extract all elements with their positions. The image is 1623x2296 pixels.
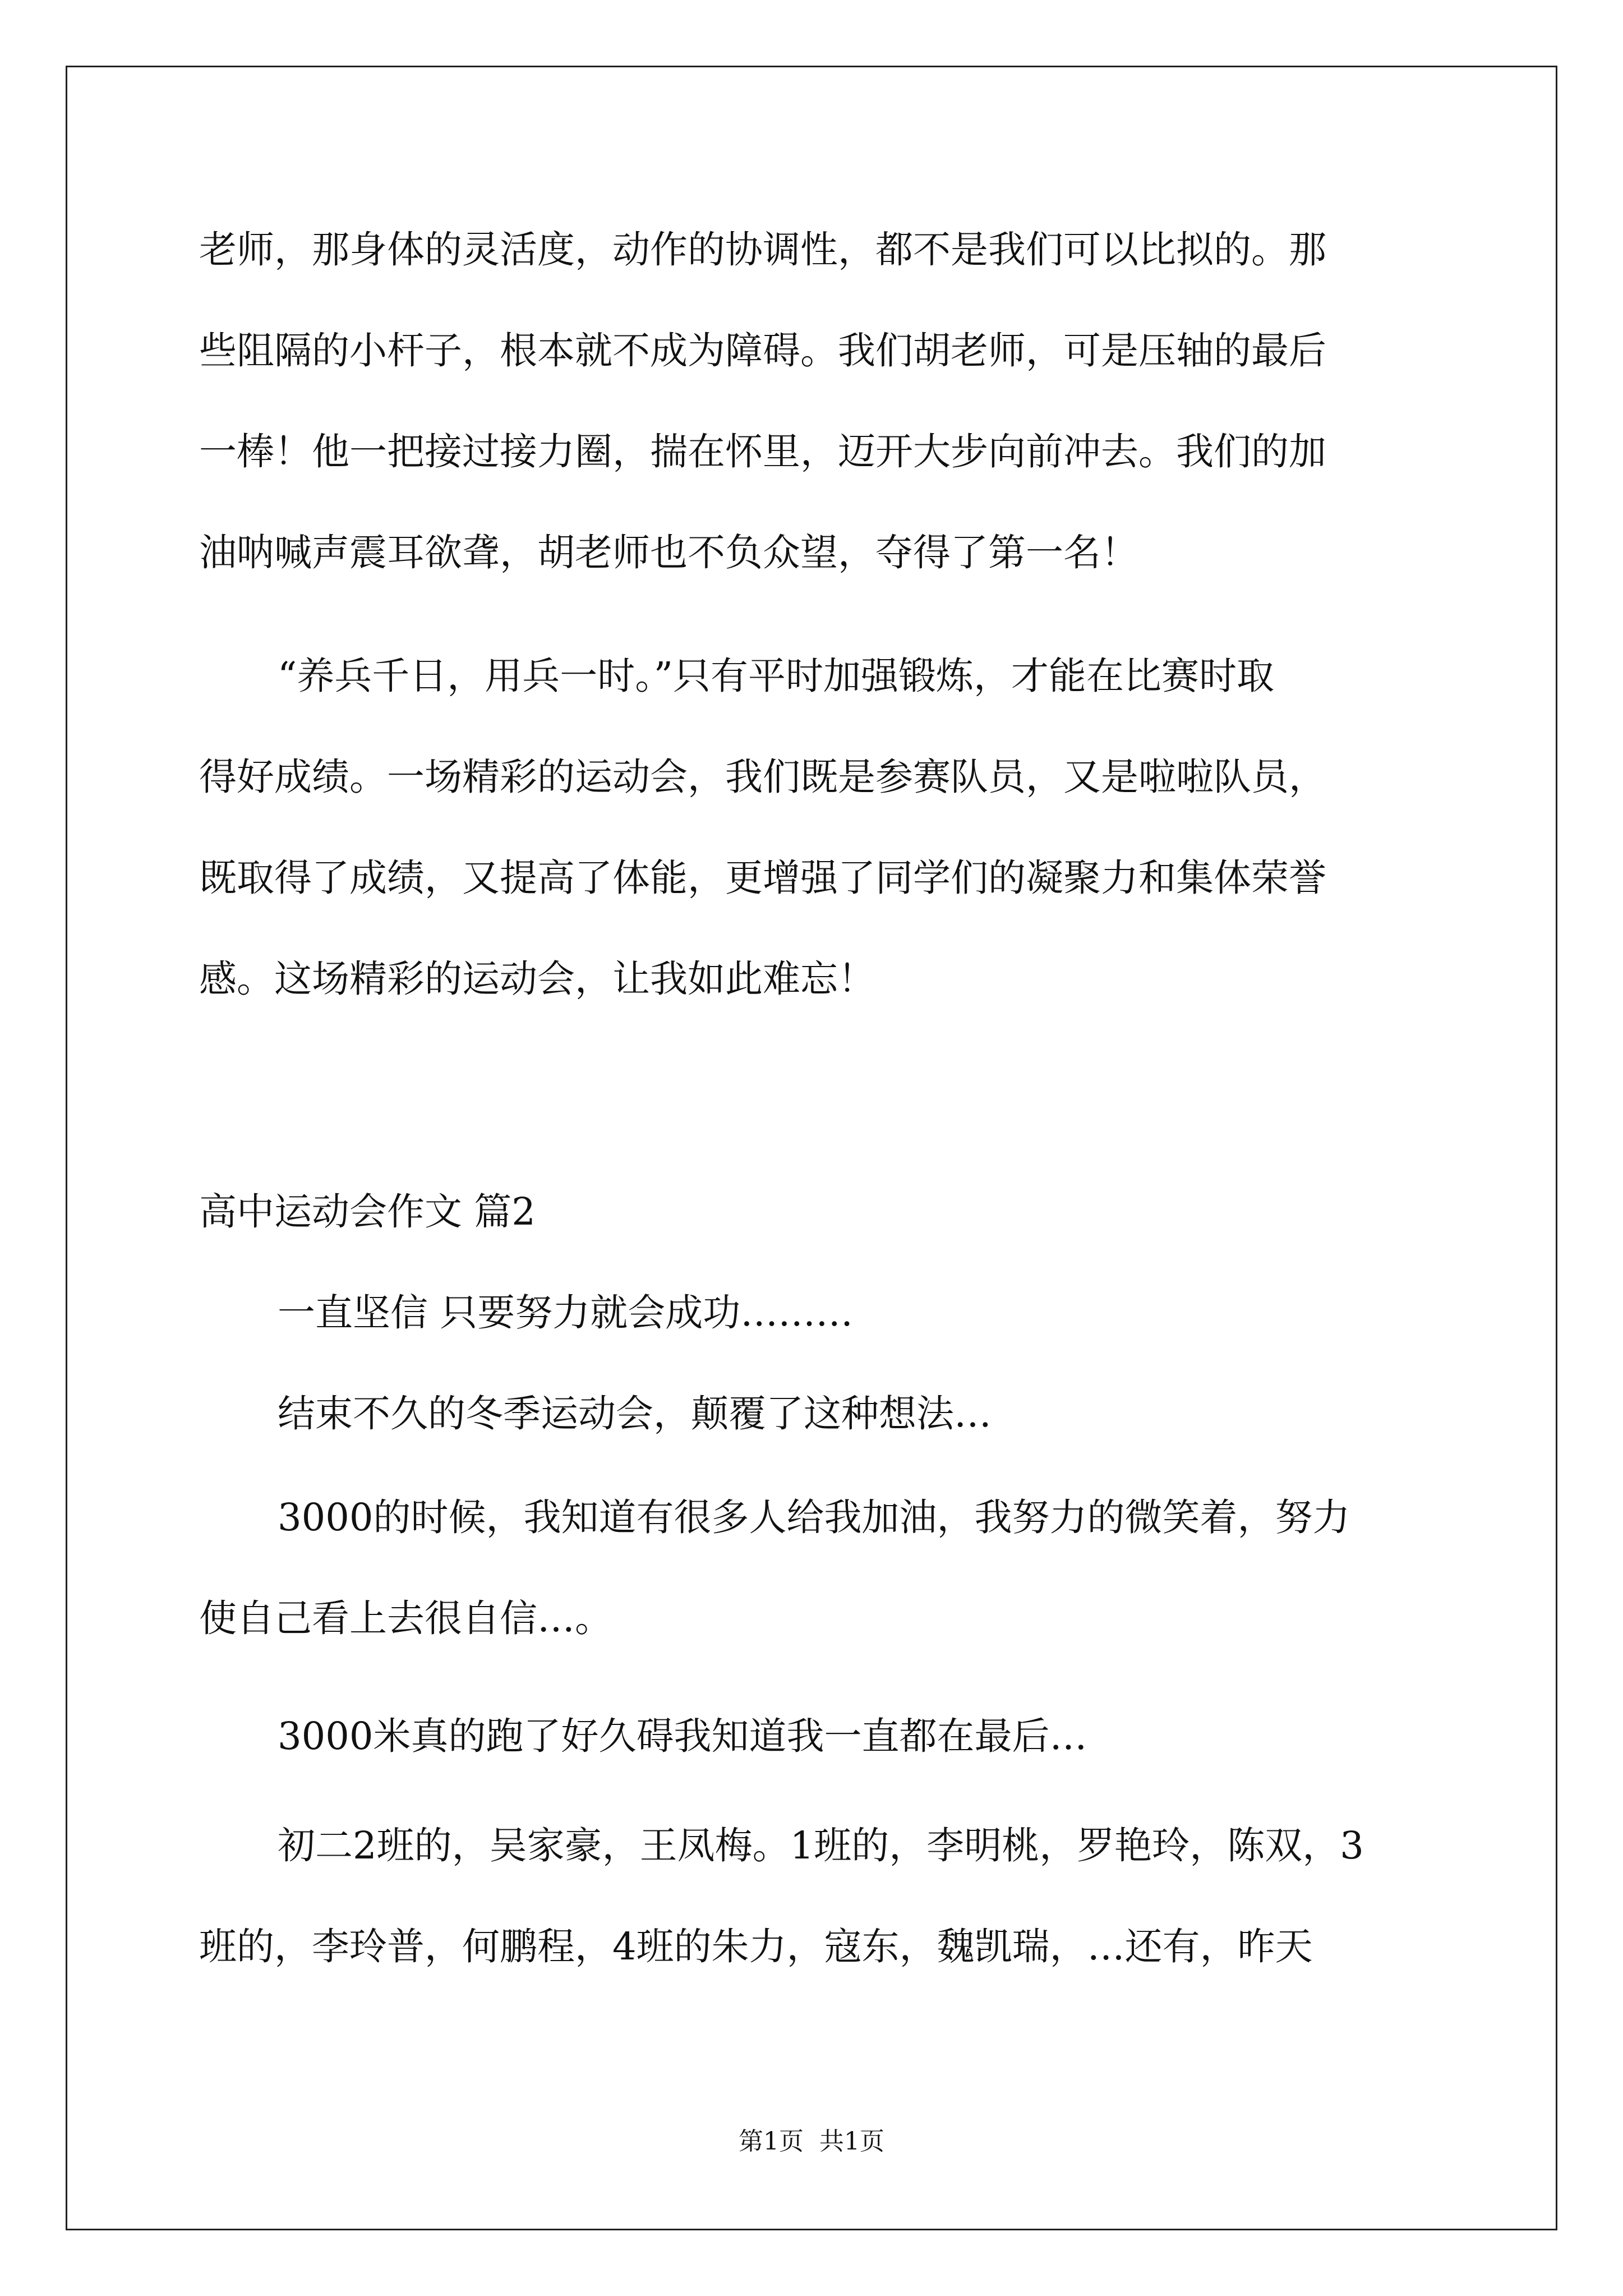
paragraph-1-line-2: 些阻隔的小杆子，根本就不成为障碍。我们胡老师，可是压轴的最后 [199, 329, 1326, 372]
paragraph-4: 结束不久的冬季运动会，颠覆了这种想法… [278, 1392, 992, 1435]
paragraph-2-line-3: 既取得了成绩，又提高了体能，更增强了同学们的凝聚力和集体荣誉 [199, 856, 1326, 900]
paragraph-7-line-1: 初二2班的，吴家豪，王凤梅。1班的，李明桃，罗艳玲，陈双，3 [278, 1824, 1364, 1867]
page-number-current: 第1页 [739, 2127, 804, 2156]
paragraph-1-line-1: 老师，那身体的灵活度，动作的协调性，都不是我们可以比拟的。那 [199, 228, 1326, 272]
paragraph-2-line-2: 得好成绩。一场精彩的运动会，我们既是参赛队员，又是啦啦队员， [199, 755, 1326, 799]
paragraph-5-line-1: 3000的时候，我知道有很多人给我加油，我努力的微笑着，努力 [278, 1496, 1350, 1539]
paragraph-3: 一直坚信 只要努力就会成功……… [278, 1291, 854, 1335]
paragraph-1-line-3: 一棒！他一把接过接力圈，揣在怀里，迈开大步向前冲去。我们的加 [199, 430, 1326, 473]
paragraph-6: 3000米真的跑了好久碍我知道我一直都在最后… [278, 1714, 1087, 1758]
paragraph-2-line-1: “养兵千日，用兵一时。”只有平时加强锻炼，才能在比赛时取 [278, 654, 1275, 698]
paragraph-5-line-2: 使自己看上去很自信…。 [199, 1596, 612, 1640]
page-number-total: 共1页 [819, 2127, 884, 2156]
page-border [66, 66, 1557, 2230]
paragraph-2-line-4: 感。这场精彩的运动会，让我如此难忘！ [199, 957, 875, 1001]
paragraph-7-line-2: 班的，李玲普，何鹏程，4班的朱力，寇东，魏凯瑞，…还有，昨天 [199, 1925, 1313, 1968]
section-heading: 高中运动会作文 篇2 [199, 1190, 536, 1234]
paragraph-1-line-4: 油呐喊声震耳欲聋，胡老师也不负众望，夺得了第一名！ [199, 531, 1138, 574]
page-footer [0, 2126, 1623, 2157]
